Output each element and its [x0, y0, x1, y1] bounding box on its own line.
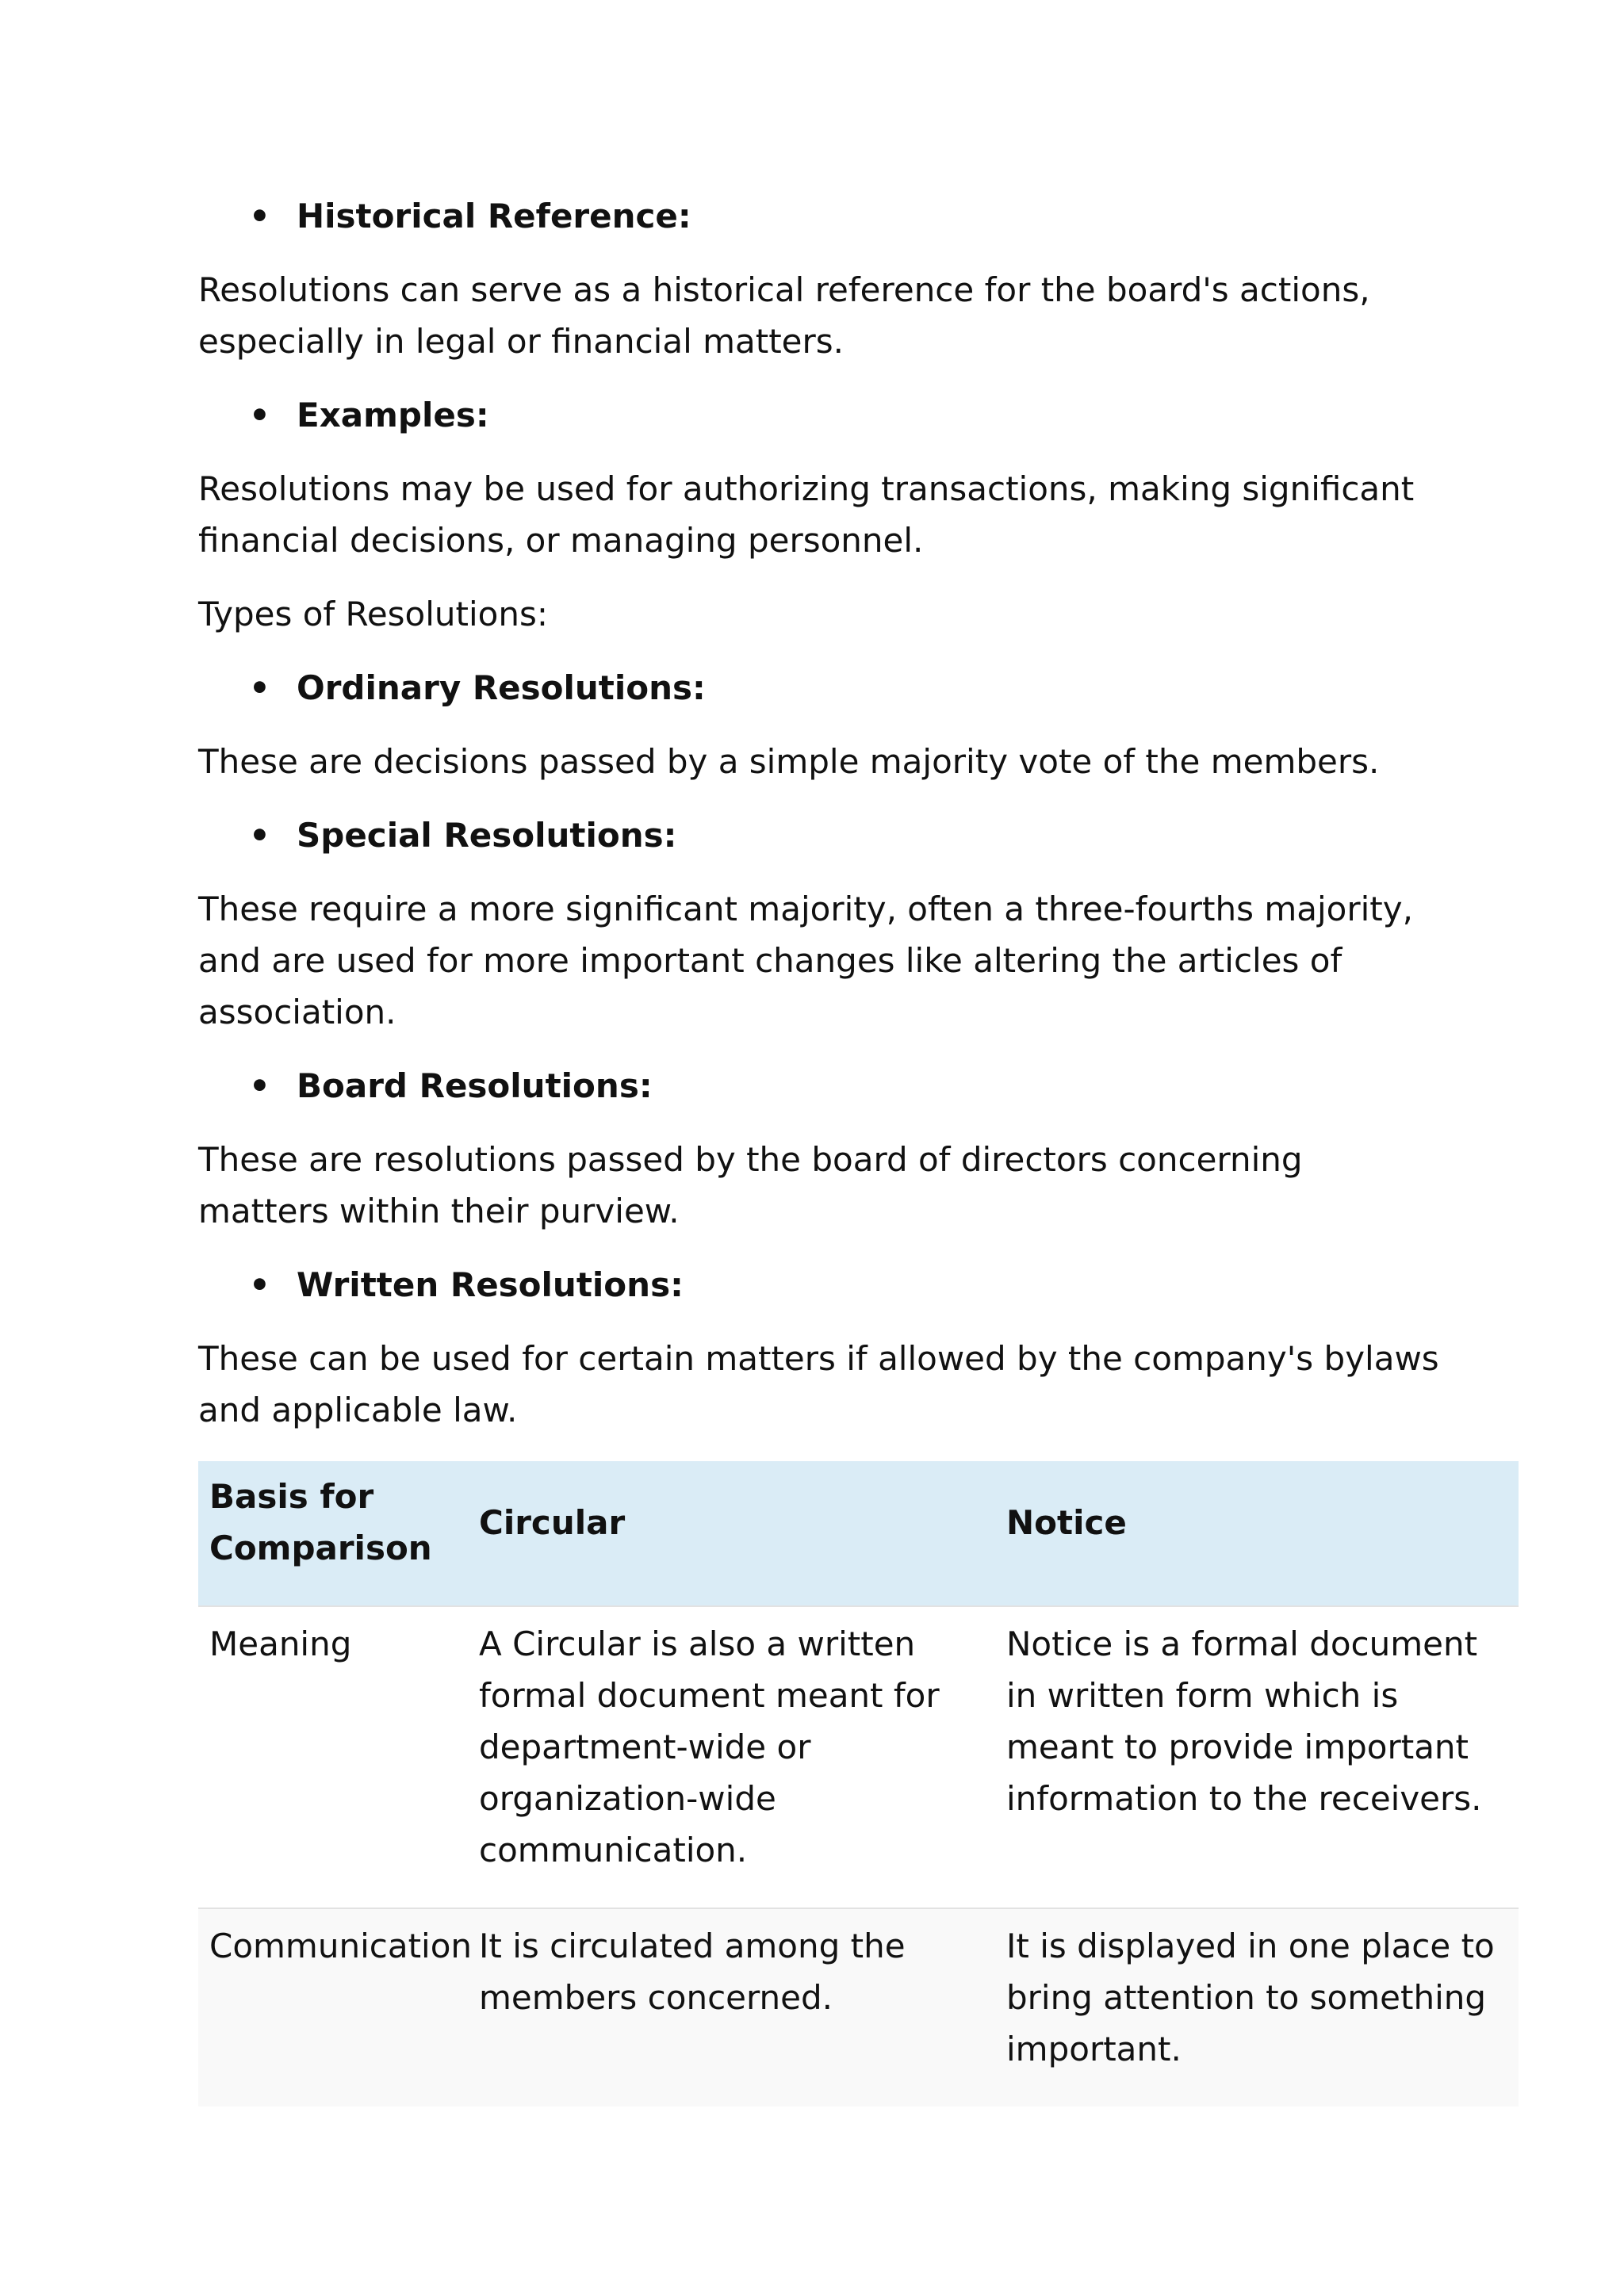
- cell-basis: Meaning: [198, 1606, 468, 1908]
- paragraph-written-resolutions: These can be used for certain matters if allowed by the company's bylaws and applicable law.: [198, 1339, 1439, 1429]
- bullet-heading: Written Resolutions:: [297, 1265, 684, 1304]
- bullet-heading: Special Resolutions:: [297, 816, 677, 855]
- paragraph-special-resolutions: These require a more significant majority, often a three-fourths majority, and are used for more important changes like altering the articles of association.: [198, 890, 1413, 1031]
- bullet-dot: •: [249, 1265, 270, 1304]
- bullet-dot: •: [249, 668, 270, 707]
- table-row: [198, 1606, 1519, 1908]
- paragraph-examples: Resolutions may be used for authorizing transactions, making significant financial decisions, or managing personnel.: [198, 469, 1415, 560]
- bullet-heading: Ordinary Resolutions:: [297, 668, 706, 707]
- header-notice: Notice: [995, 1461, 1519, 1606]
- bullet-historical-reference: [198, 190, 1519, 242]
- table-row: [198, 1908, 1519, 2107]
- bullet-ordinary-resolutions: [198, 662, 1519, 714]
- bullet-dot: •: [249, 197, 270, 235]
- bullet-dot: •: [249, 816, 270, 855]
- cell-basis: Communication: [198, 1908, 468, 2107]
- header-circular: Circular: [468, 1461, 995, 1606]
- bullet-dot: •: [249, 396, 270, 434]
- cell-circular: A Circular is also a written formal document meant for department-wide or organization-wide communication.: [468, 1606, 995, 1908]
- bullet-heading: Board Resolutions:: [297, 1066, 653, 1105]
- bullet-heading: Examples:: [297, 396, 489, 434]
- cell-notice: Notice is a formal document in written form which is meant to provide important information to the receivers.: [995, 1606, 1519, 1908]
- bullet-dot: •: [249, 1066, 270, 1105]
- paragraph-historical-reference: Resolutions can serve as a historical reference for the board's actions, especially in legal or financial matters.: [198, 270, 1370, 361]
- cell-notice: It is displayed in one place to bring attention to something important.: [995, 1908, 1519, 2107]
- table-header-row: [198, 1461, 1519, 1606]
- paragraph-ordinary-resolutions: These are decisions passed by a simple majority vote of the members.: [198, 742, 1380, 781]
- bullet-heading: Historical Reference:: [297, 197, 691, 235]
- bullet-written-resolutions: [198, 1259, 1519, 1311]
- header-basis-for-comparison: Basis for Comparison: [198, 1461, 468, 1606]
- bullet-special-resolutions: [198, 809, 1519, 861]
- document-page: [198, 190, 1519, 2107]
- paragraph-board-resolutions: These are resolutions passed by the board of directors concerning matters within their purview.: [198, 1140, 1303, 1230]
- types-intro: Types of Resolutions:: [198, 595, 549, 633]
- bullet-board-resolutions: [198, 1060, 1519, 1112]
- bullet-examples: [198, 389, 1519, 441]
- comparison-table: [198, 1461, 1519, 2107]
- cell-circular: It is circulated among the members concerned.: [468, 1908, 995, 2107]
